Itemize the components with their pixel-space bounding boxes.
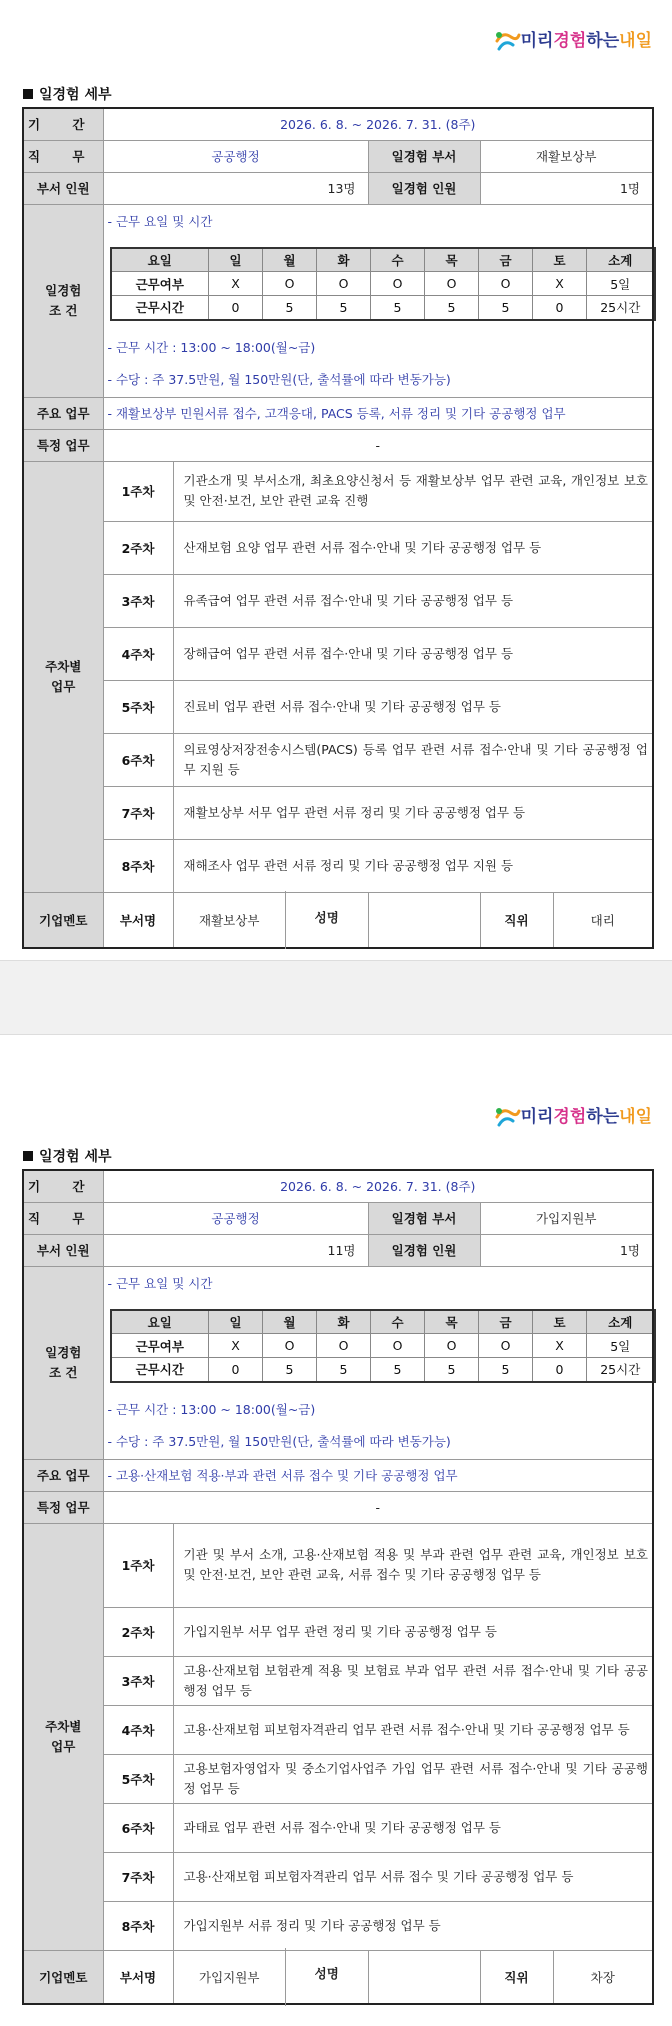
section-title: 일경험 세부 <box>23 84 112 104</box>
exp-staff-label: 일경험 인원 <box>368 172 480 204</box>
document-page-1 <box>0 0 672 960</box>
schedule-cell: 근무여부 <box>111 1334 209 1358</box>
mentor-dept-value: 가입지원부 성명 <box>173 1950 368 2004</box>
conditions-cell <box>103 1266 653 1459</box>
schedule-cell: O <box>425 272 479 296</box>
logo-text-2: 경험 <box>553 1107 587 1127</box>
exp-staff-value: 1명 <box>480 1234 653 1266</box>
schedule-header: 화 <box>317 1310 371 1334</box>
dept-staff-value: 11명 <box>103 1234 368 1266</box>
document-page-2 <box>0 1035 672 2026</box>
schedule-cell: 0 <box>209 296 263 320</box>
schedule-header: 목 <box>425 248 479 272</box>
week-label: 5주차 <box>103 1754 173 1803</box>
schedule-cell: 5 <box>263 296 317 320</box>
conditions-heading: - 근무 요일 및 시간 <box>107 213 213 229</box>
week-label: 4주차 <box>103 1705 173 1754</box>
schedule-cell: O <box>317 272 371 296</box>
schedule-cell: 5 <box>479 1358 533 1382</box>
schedule-cell: X <box>209 272 263 296</box>
mentor-name-label: 성명 <box>285 891 368 949</box>
week-task: 고용·산재보험 보험관계 적용 및 보험료 부과 업무 관련 서류 접수·안내 및 기타 공공행정 업무 등 <box>173 1656 653 1705</box>
schedule-header: 소계 <box>587 1310 655 1334</box>
schedule-header: 월 <box>263 248 317 272</box>
schedule-cell: 근무여부 <box>111 272 209 296</box>
week-task: 의료영상저장전송시스템(PACS) 등록 업무 관련 서류 접수·안내 및 기타 공공행정 업무 지원 등 <box>173 733 653 786</box>
conditions-label: 일경험 조 건 <box>23 1266 103 1459</box>
week-task: 재활보상부 서무 업무 관련 서류 정리 및 기타 공공행정 업무 등 <box>173 786 653 839</box>
exp-dept-value: 가입지원부 <box>480 1202 653 1234</box>
special-task-label: 특정 업무 <box>23 1491 103 1523</box>
job-label: 직 무 <box>23 140 103 172</box>
mentor-position-value: 대리 <box>553 892 653 948</box>
schedule-cell: 5 <box>371 296 425 320</box>
logo-text-4: 내일 <box>619 31 652 51</box>
schedule-header: 월 <box>263 1310 317 1334</box>
week-task: 유족급여 업무 관련 서류 접수·안내 및 기타 공공행정 업무 등 <box>173 574 653 627</box>
schedule-header: 일 <box>209 1310 263 1334</box>
schedule-table <box>110 1309 656 1383</box>
week-label: 1주차 <box>103 461 173 521</box>
week-label: 6주차 <box>103 1803 173 1852</box>
mentor-dept-label: 부서명 <box>103 892 173 948</box>
main-task-label: 주요 업무 <box>23 397 103 429</box>
pay-text: - 수당 : 주 37.5만원, 월 150만원(단, 출석률에 따라 변동가능) <box>107 371 451 387</box>
work-hours-text: - 근무 시간 : 13:00 ~ 18:00(월~금) <box>107 339 316 355</box>
week-label: 2주차 <box>103 521 173 574</box>
schedule-cell: O <box>317 1334 371 1358</box>
period-value: 2026. 6. 8. ~ 2026. 7. 31. (8주) <box>103 1170 653 1202</box>
week-label: 7주차 <box>103 1852 173 1901</box>
schedule-cell: O <box>371 272 425 296</box>
dept-staff-value: 13명 <box>103 172 368 204</box>
schedule-cell: 25시간 <box>587 296 655 320</box>
week-task: 가입지원부 서무 업무 관련 정리 및 기타 공공행정 업무 등 <box>173 1607 653 1656</box>
mentor-label: 기업멘토 <box>23 1950 103 2004</box>
mentor-name-value <box>368 1950 480 2004</box>
schedule-header: 토 <box>533 1310 587 1334</box>
schedule-cell: 5 <box>317 296 371 320</box>
week-task: 고용·산재보험 피보험자격관리 업무 관련 서류 접수·안내 및 기타 공공행정 업무 등 <box>173 1705 653 1754</box>
week-label: 1주차 <box>103 1523 173 1607</box>
special-task-value: - <box>103 1491 653 1523</box>
detail-table <box>22 1169 654 2005</box>
page-gap <box>0 960 672 1035</box>
schedule-cell: 0 <box>533 1358 587 1382</box>
exp-dept-value: 재활보상부 <box>480 140 653 172</box>
schedule-header: 금 <box>479 1310 533 1334</box>
logo <box>493 26 652 53</box>
week-task: 가입지원부 서류 정리 및 기타 공공행정 업무 등 <box>173 1901 653 1950</box>
schedule-header: 목 <box>425 1310 479 1334</box>
mentor-position-value: 차장 <box>553 1950 653 2004</box>
week-label: 3주차 <box>103 1656 173 1705</box>
week-label: 4주차 <box>103 627 173 680</box>
week-task: 진료비 업무 관련 서류 접수·안내 및 기타 공공행정 업무 등 <box>173 680 653 733</box>
special-task-value: - <box>103 429 653 461</box>
schedule-cell: 0 <box>533 296 587 320</box>
schedule-cell: O <box>371 1334 425 1358</box>
schedule-cell: 근무시간 <box>111 296 209 320</box>
schedule-header: 화 <box>317 248 371 272</box>
weekly-label: 주차별 업무 <box>23 461 103 892</box>
exp-dept-label: 일경험 부서 <box>368 1202 480 1234</box>
schedule-cell: O <box>479 1334 533 1358</box>
mentor-dept-label: 부서명 <box>103 1950 173 2004</box>
schedule-cell: 5 <box>479 296 533 320</box>
main-task-value: - 재활보상부 민원서류 접수, 고객응대, PACS 등록, 서류 정리 및 기타 공공행정 업무 <box>103 397 653 429</box>
logo-text-4: 내일 <box>619 1107 652 1127</box>
period-label: 기 간 <box>23 108 103 140</box>
conditions-cell <box>103 204 653 397</box>
schedule-cell: 0 <box>209 1358 263 1382</box>
week-task: 재해조사 업무 관련 서류 정리 및 기타 공공행정 업무 지원 등 <box>173 839 653 892</box>
logo-mark-icon <box>493 29 521 53</box>
section-title: 일경험 세부 <box>23 1146 112 1166</box>
main-task-label: 주요 업무 <box>23 1459 103 1491</box>
square-bullet-icon <box>23 1151 33 1161</box>
mentor-name-value <box>368 892 480 948</box>
schedule-header: 수 <box>371 1310 425 1334</box>
weekly-label: 주차별 업무 <box>23 1523 103 1950</box>
mentor-label: 기업멘토 <box>23 892 103 948</box>
logo <box>493 1102 652 1129</box>
schedule-cell: 5 <box>371 1358 425 1382</box>
schedule-header: 일 <box>209 248 263 272</box>
logo-mark-icon <box>493 1105 521 1129</box>
mentor-dept-value: 재활보상부 성명 <box>173 892 368 948</box>
week-label: 6주차 <box>103 733 173 786</box>
schedule-cell: 5 <box>317 1358 371 1382</box>
schedule-cell: 5 <box>425 1358 479 1382</box>
period-value: 2026. 6. 8. ~ 2026. 7. 31. (8주) <box>103 108 653 140</box>
schedule-header: 금 <box>479 248 533 272</box>
main-task-value: - 고용·산재보험 적용·부과 관련 서류 접수 및 기타 공공행정 업무 <box>103 1459 653 1491</box>
mentor-position-label: 직위 <box>480 1950 553 2004</box>
special-task-label: 특정 업무 <box>23 429 103 461</box>
job-value: 공공행정 <box>103 1202 368 1234</box>
week-task: 기관 및 부서 소개, 고용·산재보험 적용 및 부과 관련 업무 관련 교육, 개인정보 보호 및 안전·보건, 보안 관련 교육, 서류 접수 및 기타 공공행정 업무 등 <box>173 1523 653 1607</box>
period-label: 기 간 <box>23 1170 103 1202</box>
schedule-header: 소계 <box>587 248 655 272</box>
schedule-cell: 5 <box>425 296 479 320</box>
mentor-position-label: 직위 <box>480 892 553 948</box>
week-task: 산재보험 요양 업무 관련 서류 접수·안내 및 기타 공공행정 업무 등 <box>173 521 653 574</box>
week-task: 고용보험자영업자 및 중소기업사업주 가입 업무 관련 서류 접수·안내 및 기타 공공행정 업무 등 <box>173 1754 653 1803</box>
logo-text-2: 경험 <box>553 31 587 51</box>
week-task: 고용·산재보험 피보험자격관리 업무 서류 접수 및 기타 공공행정 업무 등 <box>173 1852 653 1901</box>
week-label: 3주차 <box>103 574 173 627</box>
conditions-heading: - 근무 요일 및 시간 <box>107 1275 213 1291</box>
schedule-cell: X <box>533 272 587 296</box>
schedule-cell: O <box>479 272 533 296</box>
logo-text-1: 미리 <box>520 31 554 51</box>
work-hours-text: - 근무 시간 : 13:00 ~ 18:00(월~금) <box>107 1401 316 1417</box>
schedule-cell: 근무시간 <box>111 1358 209 1382</box>
conditions-label: 일경험 조 건 <box>23 204 103 397</box>
job-value: 공공행정 <box>103 140 368 172</box>
week-label: 5주차 <box>103 680 173 733</box>
week-label: 8주차 <box>103 1901 173 1950</box>
exp-staff-value: 1명 <box>480 172 653 204</box>
schedule-cell: 5 <box>263 1358 317 1382</box>
week-task: 과태료 업무 관련 서류 접수·안내 및 기타 공공행정 업무 등 <box>173 1803 653 1852</box>
schedule-header: 수 <box>371 248 425 272</box>
mentor-name-label: 성명 <box>285 1948 368 2006</box>
exp-staff-label: 일경험 인원 <box>368 1234 480 1266</box>
schedule-header: 요일 <box>111 1310 209 1334</box>
detail-table <box>22 107 654 949</box>
logo-text-3: 하는 <box>586 1107 620 1127</box>
week-label: 7주차 <box>103 786 173 839</box>
pay-text: - 수당 : 주 37.5만원, 월 150만원(단, 출석률에 따라 변동가능) <box>107 1433 451 1449</box>
week-label: 2주차 <box>103 1607 173 1656</box>
week-task: 기관소개 및 부서소개, 최초요양신청서 등 재활보상부 업무 관련 교육, 개인정보 보호 및 안전·보건, 보안 관련 교육 진행 <box>173 461 653 521</box>
schedule-cell: X <box>533 1334 587 1358</box>
schedule-cell: O <box>263 1334 317 1358</box>
week-task: 장해급여 업무 관련 서류 접수·안내 및 기타 공공행정 업무 등 <box>173 627 653 680</box>
schedule-cell: O <box>263 272 317 296</box>
exp-dept-label: 일경험 부서 <box>368 140 480 172</box>
schedule-header: 토 <box>533 248 587 272</box>
schedule-cell: 5일 <box>587 1334 655 1358</box>
schedule-header: 요일 <box>111 248 209 272</box>
schedule-cell: 25시간 <box>587 1358 655 1382</box>
job-label: 직 무 <box>23 1202 103 1234</box>
schedule-table <box>110 247 656 321</box>
dept-staff-label: 부서 인원 <box>23 1234 103 1266</box>
week-label: 8주차 <box>103 839 173 892</box>
logo-text-3: 하는 <box>586 31 620 51</box>
dept-staff-label: 부서 인원 <box>23 172 103 204</box>
logo-text-1: 미리 <box>520 1107 554 1127</box>
schedule-cell: X <box>209 1334 263 1358</box>
square-bullet-icon <box>23 89 33 99</box>
schedule-cell: 5일 <box>587 272 655 296</box>
schedule-cell: O <box>425 1334 479 1358</box>
